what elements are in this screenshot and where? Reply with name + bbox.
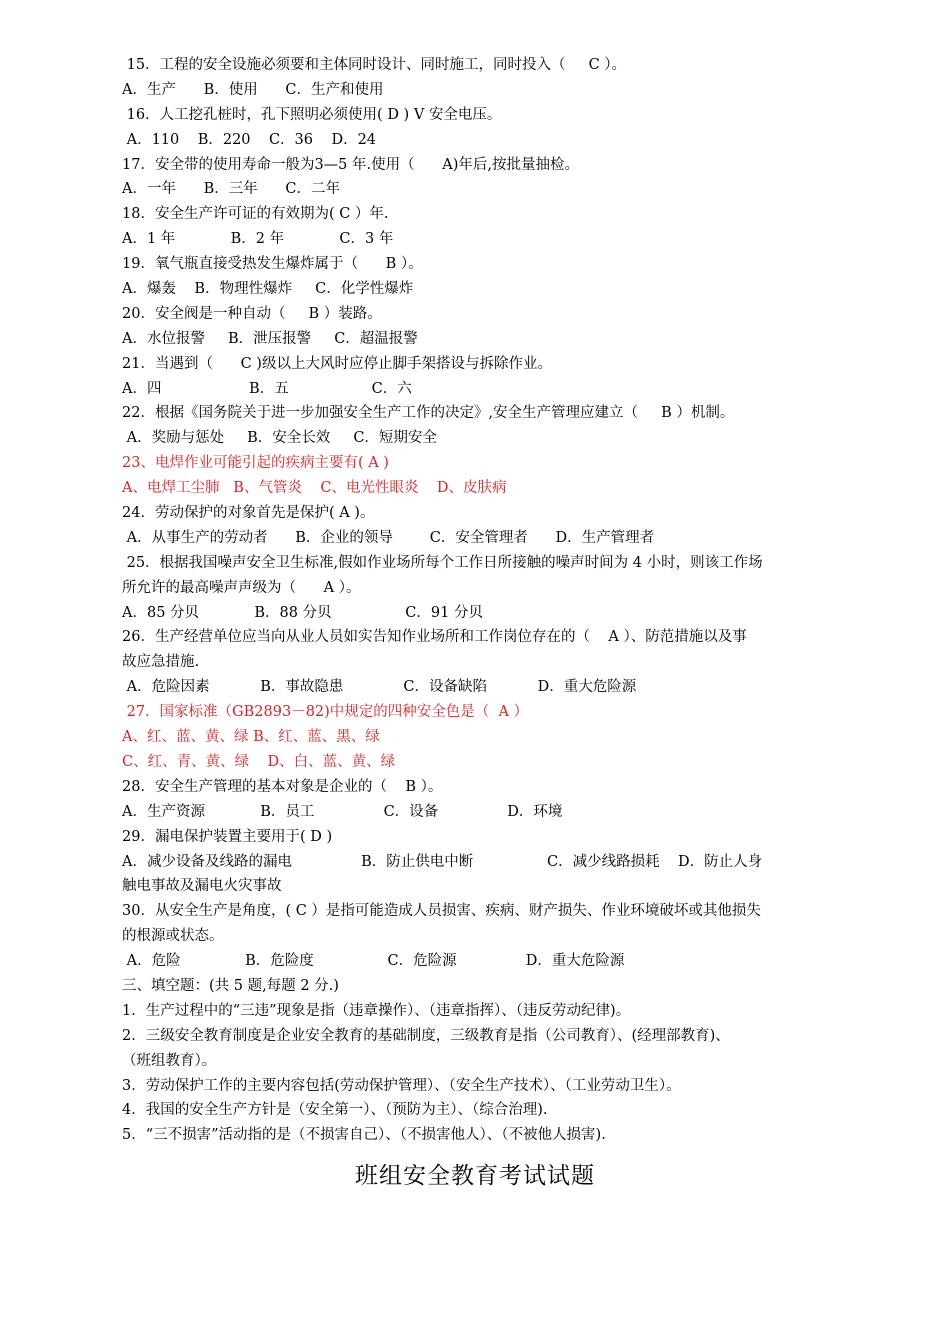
- text-line: 所允许的最高噪声声级为（ A ）。: [122, 579, 361, 596]
- text-line: A．生产 B．使用 C．生产和使用: [122, 81, 384, 98]
- text-line: 触电事故及漏电火灾事故: [122, 878, 282, 895]
- text-line: A．四 B．五 C．六: [122, 380, 412, 397]
- text-line: 故应急措施.: [122, 654, 200, 671]
- text-line: 26．生产经营单位应当向从业人员如实告知作业场所和工作岗位存在的（ A ）、防范措施以及事: [122, 629, 747, 646]
- text-line: A．85 分贝 B．88 分贝 C．91 分贝: [122, 604, 483, 621]
- text-line: A．生产资源 B．员工 C．设备 D．环境: [122, 803, 563, 820]
- text-line: 18．安全生产许可证的有效期为( C ）年.: [122, 206, 389, 223]
- text-line: 的根源或状态。: [122, 928, 224, 945]
- text-line: A、电焊工尘肺 B、气管炎 C、电光性眼炎 D、皮肤病: [122, 480, 507, 497]
- text-line: C、红、青、黄、绿 D、白、蓝、黄、绿: [122, 753, 396, 770]
- document-title: 班组安全教育考试试题: [355, 1163, 595, 1189]
- text-line: 28．安全生产管理的基本对象是企业的（ B ）。: [122, 778, 443, 795]
- text-line: A．危险 B．危险度 C．危险源 D．重大危险源: [122, 953, 625, 970]
- text-line: A．水位报警 B．泄压报警 C．超温报警: [122, 330, 418, 347]
- text-line: 15．工程的安全设施必须要和主体同时设计、同时施工，同时投入（ C ）。: [122, 57, 627, 73]
- text-line: A．110 B．220 C．36 D．24: [122, 131, 377, 148]
- text-line: 4．我国的安全生产方针是（安全第一）、（预防为主）、（综合治理).: [122, 1102, 548, 1119]
- text-line: A．一年 B．三年 C．二年: [122, 181, 341, 198]
- text-line: A．爆轰 B．物理性爆炸 C．化学性爆炸: [122, 281, 414, 298]
- text-line: 16．人工挖孔桩时，孔下照明必须使用( D ) V 安全电压。: [122, 106, 502, 123]
- text-line: 三、填空题：(共 5 题,每题 2 分.): [122, 977, 339, 994]
- text-line: 19．氧气瓶直接受热发生爆炸属于（ B ）。: [122, 256, 423, 273]
- text-line: A．从事生产的劳动者 B．企业的领导 C．安全管理者 D．生产管理者: [122, 529, 655, 546]
- text-line: 23、电焊作业可能引起的疾病主要有( A ): [122, 455, 389, 472]
- text-line: 22．根据《国务院关于进一步加强安全生产工作的决定》,安全生产管理应建立（ B ）机制。: [122, 405, 735, 422]
- text-line: 1．生产过程中的“三违”现象是指（违章操作）、（违章指挥）、（违反劳动纪律)。: [122, 1002, 631, 1019]
- exam-text-body: [122, 53, 862, 1148]
- text-line: 27．国家标准（GB2893－82)中规定的四种安全色是（ A ）: [122, 704, 529, 721]
- text-line: 2．三级安全教育制度是企业安全教育的基础制度，三级教育是指（公司教育）、(经理部教育)、: [122, 1027, 730, 1044]
- text-line: A、红、蓝、黄、绿 B、红、蓝、黑、绿: [122, 729, 380, 746]
- text-line: A．危险因素 B．事故隐患 C．设备缺陷 D．重大危险源: [122, 679, 637, 696]
- text-line: 21．当遇到（ C )级以上大风时应停止脚手架搭设与拆除作业。: [122, 355, 552, 372]
- text-line: 5．“三不损害”活动指的是（不损害自己）、（不损害他人）、（不被他人损害).: [122, 1127, 606, 1144]
- text-line: A．奖励与惩处 B．安全长效 C．短期安全: [122, 430, 437, 447]
- text-line: 3．劳动保护工作的主要内容包括(劳动保护管理）、（安全生产技术）、（工业劳动卫生）。: [122, 1077, 681, 1094]
- text-line: A．1 年 B．2 年 C．3 年: [122, 231, 394, 248]
- text-line: （班组教育）。: [122, 1052, 217, 1069]
- text-line: 24．劳动保护的对象首先是保护( A )。: [122, 505, 375, 522]
- text-line: 17．安全带的使用寿命一般为3—5 年.使用（ A)年后,按批量抽检。: [122, 156, 580, 173]
- text-line: 20．安全阀是一种自动（ B ）装路。: [122, 305, 382, 322]
- text-line: 30．从安全生产是角度，( C ）是指可能造成人员损害、疾病、财产损失、作业环境破坏或其他损失: [122, 903, 761, 920]
- text-line: A．减少设备及线路的漏电 B．防止供电中断 C．减少线路损耗 D．防止人身: [122, 853, 763, 870]
- text-line: 25．根据我国噪声安全卫生标准,假如作业场所每个工作日所接触的噪声时间为 4 小时，则该工作场: [122, 554, 763, 571]
- text-line: 29．漏电保护装置主要用于( D ): [122, 828, 333, 845]
